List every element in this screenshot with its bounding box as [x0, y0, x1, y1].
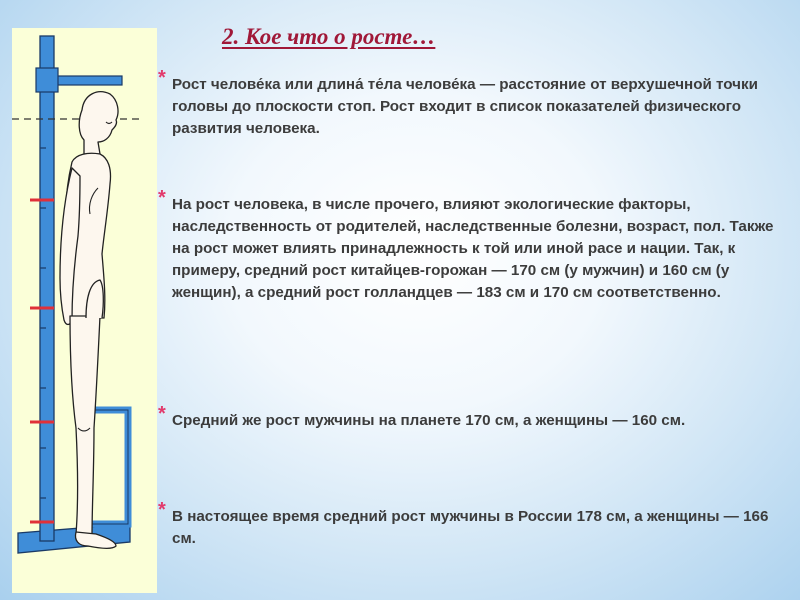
bullet-text: Рост челове́ка или длина́ те́ла челове́ка — расстояние от верхушечной точки головы до плоскости стоп. Рост входит в список показателей физического развития человека.	[172, 76, 758, 137]
bullet-russia-average	[158, 499, 780, 550]
bullet-text: На рост человека, в числе прочего, влияют экологические факторы, наследственность от родителей, наследственные болезни, возраст, пол. Также на рост может влиять принадлежность к той или иной расе и нации. Так, к примеру, средний рост китайцев-горожан — 170 см (у мужчин) и 160 см (у женщин), а средний рост голландцев — 183 см и 170 см соответственно.	[172, 196, 774, 301]
bullet-text: Средний же рост мужчины на планете 170 см, а женщины — 160 см.	[172, 412, 686, 429]
bullet-factors	[158, 187, 780, 304]
bullet-star-icon: *	[158, 499, 166, 521]
bullet-world-average	[158, 403, 780, 432]
stadiometer-post	[40, 36, 54, 541]
human-figure	[60, 92, 118, 549]
bullet-star-icon: *	[158, 67, 166, 89]
slide-title: 2. Кое что о росте…	[222, 24, 436, 49]
stadiometer-illustration	[12, 28, 157, 593]
stadiometer-base	[18, 524, 130, 553]
bullet-text: В настоящее время средний рост мужчины в России 178 см, а женщины — 166 см.	[172, 508, 769, 547]
bullet-definition	[158, 67, 780, 140]
bullet-star-icon: *	[158, 403, 166, 425]
bullet-star-icon: *	[158, 187, 166, 209]
